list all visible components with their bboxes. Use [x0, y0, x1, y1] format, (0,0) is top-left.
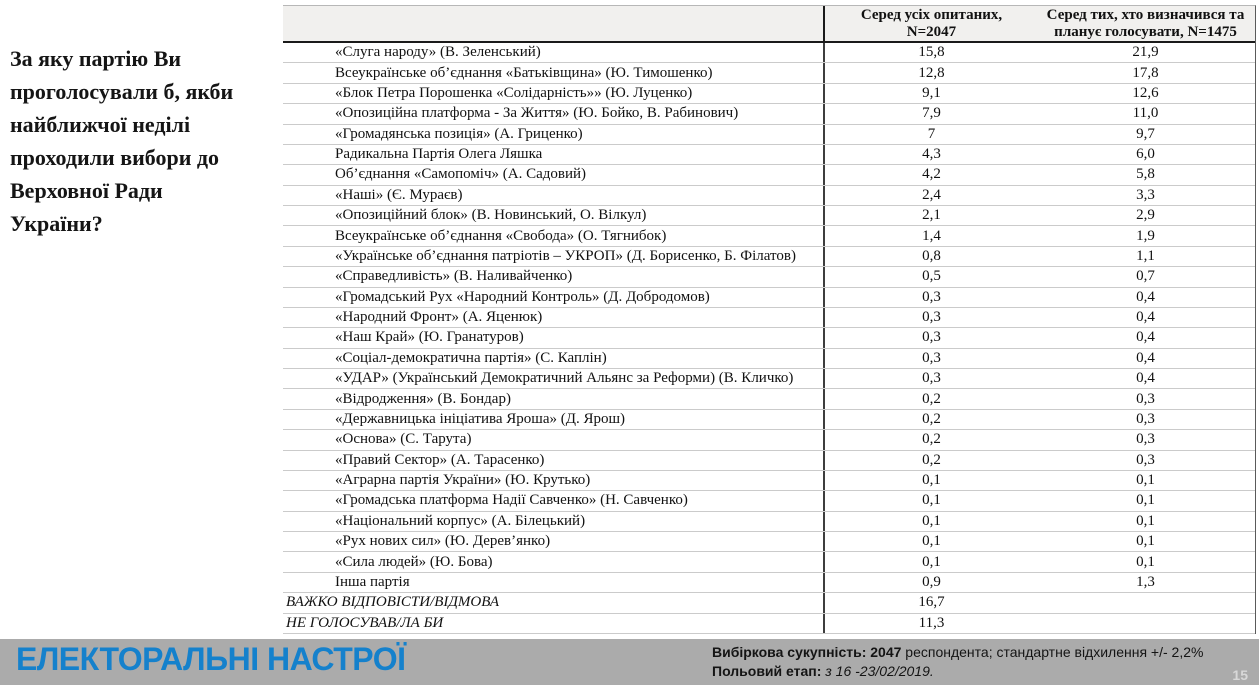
sample-rest: респондента; стандартне відхилення +/- 2,2% — [905, 644, 1204, 660]
value-all-respondents: 0,1 — [922, 472, 941, 489]
table-row — [283, 125, 1255, 145]
value-all-respondents: 0,3 — [922, 288, 941, 305]
survey-meta — [712, 643, 1203, 681]
value-decided-voters: 0,1 — [1136, 472, 1155, 489]
header-decided-line1: Серед тих, хто визначився та — [1046, 6, 1245, 23]
value-decided-voters: 0,4 — [1136, 309, 1155, 326]
value-decided-voters: 0,1 — [1136, 512, 1155, 529]
value-all-respondents: 15,8 — [918, 44, 945, 61]
table-row — [283, 389, 1255, 409]
sample-info-line — [712, 643, 1203, 662]
table-row — [283, 593, 1255, 613]
party-name: «Справедливість» (В. Наливайченко) — [283, 267, 825, 286]
value-all-respondents: 0,2 — [922, 390, 941, 407]
party-name: «Громадський Рух «Народний Контроль» (Д. Добродомов) — [283, 288, 825, 307]
value-decided-voters: 0,1 — [1136, 553, 1155, 570]
table-body — [283, 43, 1255, 634]
table-row — [283, 247, 1255, 267]
header-all-respondents — [825, 6, 1038, 41]
party-name: «Слуга народу» (В. Зеленський) — [283, 43, 825, 62]
value-all-respondents: 0,1 — [922, 553, 941, 570]
party-name: «Відродження» (В. Бондар) — [283, 389, 825, 408]
value-all-respondents: 4,3 — [922, 146, 941, 163]
fieldwork-line — [712, 662, 1203, 681]
header-all-line1: Серед усіх опитаних, — [860, 6, 1003, 23]
value-decided-voters: 6,0 — [1136, 146, 1155, 163]
page-number: 15 — [1232, 667, 1248, 683]
party-name: «Аграрна партія України» (Ю. Крутько) — [283, 471, 825, 490]
value-all-respondents: 0,1 — [922, 492, 941, 509]
value-all-respondents: 2,1 — [922, 207, 941, 224]
value-all-respondents: 0,2 — [922, 431, 941, 448]
table-row — [283, 552, 1255, 572]
party-name: «Правий Сектор» (А. Тарасенко) — [283, 451, 825, 470]
table-row — [283, 410, 1255, 430]
party-name: «Рух нових сил» (Ю. Дерев’янко) — [283, 532, 825, 551]
value-all-respondents: 0,1 — [922, 512, 941, 529]
table-row — [283, 206, 1255, 226]
party-name: «Наш Край» (Ю. Гранатуров) — [283, 328, 825, 347]
party-name: «УДАР» (Український Демократичний Альянс за Реформи) (В. Кличко) — [283, 369, 825, 388]
party-name: «Сила людей» (Ю. Бова) — [283, 552, 825, 571]
value-all-respondents: 0,3 — [922, 329, 941, 346]
report-title: ЕЛЕКТОРАЛЬНІ НАСТРОЇ — [16, 641, 406, 677]
value-all-respondents: 0,8 — [922, 247, 941, 264]
footer-band — [0, 639, 1259, 685]
table-row — [283, 614, 1255, 634]
value-all-respondents: 0,5 — [922, 268, 941, 285]
party-name: «Громадська платформа Надії Савченко» (Н. Савченко) — [283, 491, 825, 510]
party-name: Всеукраїнське об’єднання «Свобода» (О. Тягнибок) — [283, 226, 825, 245]
poll-results-table — [283, 5, 1256, 634]
value-all-respondents: 0,3 — [922, 309, 941, 326]
value-decided-voters: 0,4 — [1136, 349, 1155, 366]
value-decided-voters: 0,4 — [1136, 370, 1155, 387]
question-line: проходили вибори до — [10, 145, 220, 170]
table-row — [283, 226, 1255, 246]
value-all-respondents: 12,8 — [918, 64, 945, 81]
party-name: «Основа» (С. Тарута) — [283, 430, 825, 449]
question-line: України? — [10, 211, 103, 236]
table-row — [283, 451, 1255, 471]
value-decided-voters: 9,7 — [1136, 125, 1155, 142]
party-name: «Українське об’єднання патріотів – УКРОП» (Д. Борисенко, Б. Філатов) — [283, 247, 825, 266]
party-name: «Блок Петра Порошенка «Солідарність»» (Ю. Луценко) — [283, 84, 825, 103]
question-line: За яку партію Ви — [10, 46, 182, 71]
value-decided-voters: 0,1 — [1136, 533, 1155, 550]
table-row — [283, 288, 1255, 308]
party-name: «Громадянська позиція» (А. Гриценко) — [283, 125, 825, 144]
header-decided-voters — [1038, 6, 1253, 41]
value-decided-voters: 2,9 — [1136, 207, 1155, 224]
party-name: «Соціал-демократична партія» (С. Каплін) — [283, 349, 825, 368]
value-all-respondents: 0,2 — [922, 410, 941, 427]
value-decided-voters: 0,3 — [1136, 390, 1155, 407]
value-decided-voters: 0,3 — [1136, 410, 1155, 427]
table-row — [283, 532, 1255, 552]
value-decided-voters: 0,4 — [1136, 329, 1155, 346]
survey-question — [10, 42, 282, 240]
value-all-respondents: 0,9 — [922, 573, 941, 590]
value-decided-voters: 11,0 — [1132, 105, 1159, 122]
value-all-respondents: 9,1 — [922, 84, 941, 101]
value-all-respondents: 0,1 — [922, 533, 941, 550]
table-row — [283, 471, 1255, 491]
header-all-line2: N=2047 — [906, 23, 957, 40]
table-row — [283, 512, 1255, 532]
party-name: «Національний корпус» (А. Білецький) — [283, 512, 825, 531]
value-all-respondents: 7,9 — [922, 105, 941, 122]
value-decided-voters: 17,8 — [1132, 64, 1159, 81]
fieldwork-label: Польовий етап: — [712, 663, 822, 679]
table-row — [283, 328, 1255, 348]
value-all-respondents: 0,3 — [922, 349, 941, 366]
party-name: «Опозиційна платформа - За Життя» (Ю. Бойко, В. Рабинович) — [283, 104, 825, 123]
value-decided-voters: 0,3 — [1136, 451, 1155, 468]
table-row — [283, 84, 1255, 104]
sample-label: Вибіркова сукупність: — [712, 644, 867, 660]
value-decided-voters: 3,3 — [1136, 186, 1155, 203]
value-all-respondents: 16,7 — [918, 594, 945, 611]
party-name: «Державницька ініціатива Яроша» (Д. Ярош) — [283, 410, 825, 429]
value-decided-voters: 12,6 — [1132, 84, 1159, 101]
value-all-respondents: 2,4 — [922, 186, 941, 203]
value-decided-voters: 0,4 — [1136, 288, 1155, 305]
table-row — [283, 491, 1255, 511]
party-name: «Народний Фронт» (А. Яценюк) — [283, 308, 825, 327]
fieldwork-dates: з 16 -23/02/2019. — [825, 663, 934, 679]
value-decided-voters: 1,3 — [1136, 573, 1155, 590]
value-all-respondents: 7 — [927, 125, 936, 142]
sample-size: 2047 — [870, 644, 902, 660]
value-decided-voters: 0,1 — [1136, 492, 1155, 509]
value-decided-voters: 5,8 — [1136, 166, 1155, 183]
question-line: проголосували б, якби — [10, 79, 234, 104]
value-decided-voters: 1,9 — [1136, 227, 1155, 244]
question-line: Верховної Ради — [10, 178, 163, 203]
value-all-respondents: 1,4 — [922, 227, 941, 244]
table-row — [283, 165, 1255, 185]
value-all-respondents: 0,2 — [922, 451, 941, 468]
value-all-respondents: 0,3 — [922, 370, 941, 387]
party-name: Інша партія — [283, 573, 825, 592]
party-name: Об’єднання «Самопоміч» (А. Садовий) — [283, 165, 825, 184]
header-decided-line2: планує голосувати, N=1475 — [1054, 23, 1237, 40]
table-row — [283, 186, 1255, 206]
party-name: Всеукраїнське об’єднання «Батьківщина» (Ю. Тимошенко) — [283, 63, 825, 82]
table-row — [283, 308, 1255, 328]
value-all-respondents: 11,3 — [918, 614, 945, 631]
table-row — [283, 104, 1255, 124]
table-row — [283, 430, 1255, 450]
question-line: найближчої неділі — [10, 112, 191, 137]
party-name: «Наші» (Є. Мураєв) — [283, 186, 825, 205]
party-name: «Опозиційний блок» (В. Новинський, О. Вілкул) — [283, 206, 825, 225]
table-header-row — [283, 6, 1255, 43]
party-name: Радикальна Партія Олега Ляшка — [283, 145, 825, 164]
value-decided-voters: 1,1 — [1136, 247, 1155, 264]
table-row — [283, 573, 1255, 593]
value-decided-voters: 21,9 — [1132, 44, 1159, 61]
header-party-column — [283, 6, 825, 41]
table-row — [283, 369, 1255, 389]
party-name: ВАЖКО ВІДПОВІСТИ/ВІДМОВА — [283, 593, 825, 612]
table-row — [283, 63, 1255, 83]
party-name: НЕ ГОЛОСУВАВ/ЛА БИ — [283, 614, 825, 633]
table-row — [283, 267, 1255, 287]
table-row — [283, 43, 1255, 63]
table-row — [283, 145, 1255, 165]
table-row — [283, 349, 1255, 369]
value-decided-voters: 0,3 — [1136, 431, 1155, 448]
value-all-respondents: 4,2 — [922, 166, 941, 183]
value-decided-voters: 0,7 — [1136, 268, 1155, 285]
